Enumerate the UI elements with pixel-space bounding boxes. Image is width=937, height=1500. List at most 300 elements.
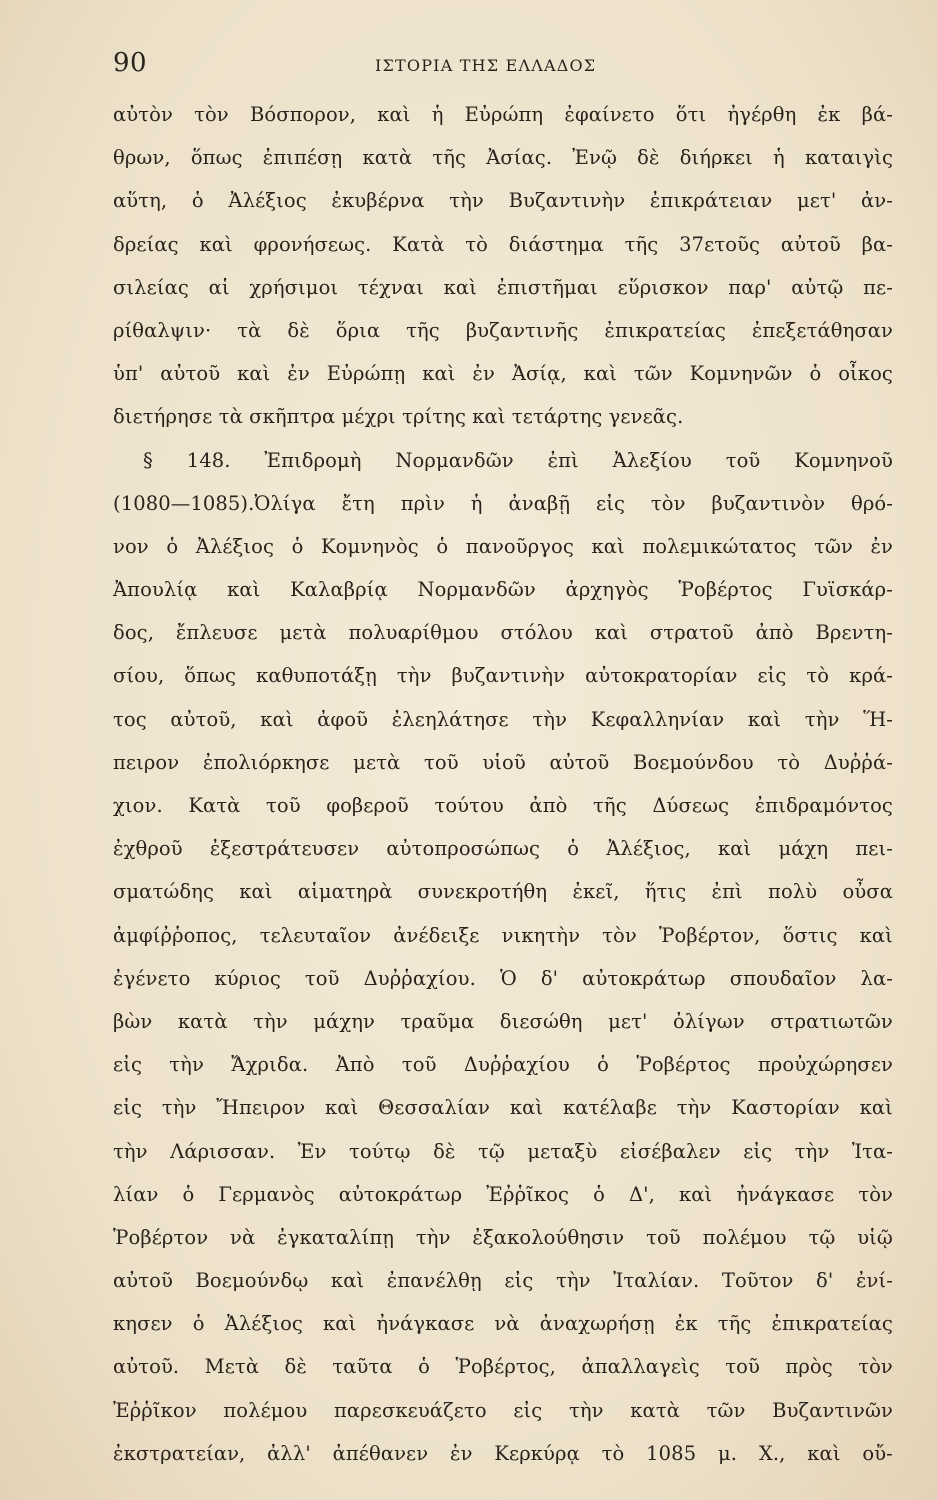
word: Λάρισσαν. xyxy=(170,1139,276,1163)
word: § xyxy=(143,448,153,472)
word: ὁ xyxy=(567,837,580,861)
word: μετ' xyxy=(796,189,837,213)
word: αὐτὸν xyxy=(113,103,173,126)
word: Εὐρώπῃ xyxy=(326,362,406,386)
word: ἡ xyxy=(470,491,483,515)
word: κησεν xyxy=(113,1312,173,1336)
word: βά- xyxy=(861,103,893,126)
word: ἐπὶ xyxy=(711,880,743,904)
word: δ' xyxy=(540,966,559,990)
word: τὴν xyxy=(169,1053,204,1077)
word: Ἐν xyxy=(297,1139,327,1163)
word: ἐπεξετάθησαν xyxy=(751,318,893,342)
word: Κομνηνῶν xyxy=(689,362,793,386)
word: φρονήσεως. xyxy=(253,232,372,256)
word: ἐν xyxy=(287,362,310,386)
text-line xyxy=(113,1086,893,1129)
word: ἐπικρατείας xyxy=(771,1312,893,1336)
word: ἀν- xyxy=(860,189,893,213)
word: τοῦ xyxy=(304,966,340,990)
text-line xyxy=(113,568,893,611)
word: θρό- xyxy=(850,491,893,515)
text-line xyxy=(113,482,893,525)
word: ἀπὸ xyxy=(755,621,794,645)
word: εἰς xyxy=(113,1096,142,1120)
word: εὕρισκον xyxy=(617,275,709,299)
word: εἰσέβαλεν xyxy=(619,1139,721,1163)
word: ἀνέδειξε xyxy=(393,923,480,947)
word: τοῦ xyxy=(725,1355,760,1379)
word: αὐτοῦ xyxy=(780,232,841,256)
word: Ἀλέξιος xyxy=(195,534,275,558)
word: τῷ xyxy=(808,1225,836,1249)
word: 37ετοῦς xyxy=(679,232,761,256)
word: τὴν xyxy=(555,1269,591,1293)
word: θρων, xyxy=(113,146,171,170)
word: Βυζαντινῶν xyxy=(772,1398,893,1422)
word: καὶ xyxy=(325,1096,359,1120)
word: Ἀλέξιος xyxy=(224,1312,303,1336)
word: μετ' xyxy=(608,1009,648,1033)
word: Νορμανδῶν xyxy=(395,448,514,472)
word: παρεσκευάζετο xyxy=(334,1398,487,1422)
word: Καλαβρίᾳ xyxy=(290,578,388,602)
word: δὲ xyxy=(284,1355,307,1379)
word: βα- xyxy=(861,232,893,256)
word: βυζαντινὸν xyxy=(711,491,826,515)
word: Ἀλεξίου xyxy=(612,448,692,472)
word: τὸν xyxy=(650,491,686,515)
word: τὴν xyxy=(113,1139,148,1163)
word: Ῥοβέρτος, xyxy=(455,1355,556,1379)
word: Ἐνῷ xyxy=(572,146,617,170)
word: (1080—1085).Ὀλίγα xyxy=(113,491,316,515)
word: τὰ xyxy=(237,318,262,342)
word: Ἄχριδα. xyxy=(231,1053,309,1077)
word: εἰς xyxy=(504,1269,534,1293)
word: Εὐρώπη xyxy=(464,103,544,126)
word: Βοεμούνδῳ xyxy=(195,1269,309,1293)
word: τοῦ xyxy=(401,1053,437,1077)
word: Δ', xyxy=(628,1182,655,1206)
text-line xyxy=(113,784,893,827)
word: οἶκος xyxy=(838,362,893,386)
word: ἐπικρατείας xyxy=(604,318,726,342)
word: ἀλλ' xyxy=(267,1441,311,1465)
word: τοῦ xyxy=(266,794,301,817)
word: καὶ xyxy=(260,707,294,731)
word: καὶ xyxy=(227,578,261,602)
word: μετὰ xyxy=(353,750,401,774)
word: αὐτῷ xyxy=(791,275,844,299)
running-title: ΙΣΤΟΡΙΑ ΤΗΣ ΕΛΛΑΔΟΣ xyxy=(375,56,597,75)
word: Ἀλέξιος, xyxy=(606,837,691,861)
word: πολυαρίθμου xyxy=(348,621,479,645)
word: δρείας xyxy=(113,232,179,256)
word: προὐχώρησεν xyxy=(757,1053,893,1077)
word: Ἀπουλίᾳ xyxy=(113,578,198,602)
word: ὀλίγων xyxy=(672,1009,745,1033)
word: ἐκυβέρνα xyxy=(331,189,425,213)
word: φοβεροῦ xyxy=(326,794,409,817)
word: νὰ xyxy=(230,1225,256,1249)
word: ὁ xyxy=(291,534,304,558)
word: Ἰτα- xyxy=(851,1139,893,1163)
word: καὶ xyxy=(199,232,233,256)
text-line xyxy=(113,1130,893,1173)
word: ἐκστρατείαν, xyxy=(113,1441,246,1465)
word: δος, xyxy=(113,621,154,645)
word: αὐτοκράτωρ xyxy=(338,1182,463,1206)
word: ἐν xyxy=(870,534,893,558)
word: ἥτις xyxy=(644,880,687,904)
word: τὸ xyxy=(465,232,488,256)
word: ἀπὸ xyxy=(529,794,568,817)
word: ἐγκαταλίπῃ xyxy=(277,1225,395,1249)
word: ἀναβῇ xyxy=(508,491,571,515)
word: τῆς xyxy=(432,146,467,170)
word: τῶν xyxy=(814,534,853,558)
word: καὶ xyxy=(583,362,617,386)
word: ὅπως xyxy=(190,146,243,170)
text-line xyxy=(113,1259,893,1302)
word: Κεφαλληνίαν xyxy=(590,707,725,731)
text-line xyxy=(113,309,893,352)
word: τραῦμα xyxy=(400,1009,475,1033)
word: εἰς xyxy=(513,1398,543,1422)
word: πολέμου xyxy=(702,1225,787,1249)
word: Ἤπειρον xyxy=(216,1096,306,1120)
text-line xyxy=(113,1345,893,1388)
word: ἀπαλλαγεὶς xyxy=(581,1355,700,1379)
word: ὅστις xyxy=(782,923,838,947)
word: τὸν xyxy=(194,103,229,126)
word: Ῥοβέρτος xyxy=(678,578,773,602)
word: τος xyxy=(113,707,147,731)
word: στόλου xyxy=(500,621,573,645)
word: πολεμικώτατος xyxy=(642,534,797,558)
word: καὶ xyxy=(443,275,477,299)
word: τὸν xyxy=(858,1182,893,1206)
word: ρίθαλψιν· xyxy=(113,318,212,342)
word: νον xyxy=(113,534,149,558)
text-line xyxy=(113,223,893,266)
word: λίαν xyxy=(113,1182,159,1206)
word: νικητὴν xyxy=(501,923,581,947)
word: ἠνάγκασε xyxy=(736,1182,835,1206)
word: τὴν xyxy=(449,189,484,213)
word: ἐπὶ xyxy=(547,448,579,472)
word: ἠγέρθη xyxy=(727,103,797,126)
word: πειρον xyxy=(113,750,180,774)
word: ἡ xyxy=(773,146,785,170)
word: τῶν xyxy=(706,1398,746,1422)
text-line xyxy=(113,136,893,179)
text-line xyxy=(113,1173,893,1216)
word: πρὶν xyxy=(400,491,445,515)
word: ἔτη xyxy=(341,491,375,515)
word: ὅπως xyxy=(184,664,237,688)
word: καὶ xyxy=(859,1096,893,1120)
word: καὶ xyxy=(594,621,629,645)
word: αὐτοῦ, xyxy=(170,707,237,731)
word: ἐπιδραμόντος xyxy=(754,794,893,817)
word: καὶ xyxy=(717,837,752,861)
word: ἐν xyxy=(450,1441,473,1465)
word: καὶ xyxy=(509,1096,544,1120)
word: καὶ xyxy=(330,1269,365,1293)
word: ὁ xyxy=(418,1355,430,1379)
word: ἐξεστράτευσεν xyxy=(209,837,360,861)
word: τὸ xyxy=(806,664,830,688)
text-line xyxy=(113,1043,893,1086)
text-line xyxy=(113,1432,893,1475)
word: Βυζαντινὴν xyxy=(508,189,626,213)
word: αὐτοῦ xyxy=(160,362,221,386)
word: πολὺ xyxy=(768,880,818,904)
word: οὖσα xyxy=(842,880,893,904)
word: Δυῤῥά- xyxy=(823,750,893,774)
word: πολέμου xyxy=(223,1398,308,1422)
text-line xyxy=(113,611,893,654)
text-line xyxy=(113,1000,893,1043)
word: ὁ xyxy=(809,362,822,386)
word: ὁ xyxy=(593,1182,605,1206)
word: τέχναι xyxy=(357,275,424,299)
word: ἀμφίῤῥοπος, xyxy=(113,923,238,947)
word: σίου, xyxy=(113,664,165,688)
word: δ' xyxy=(816,1269,834,1293)
word: ὅτι xyxy=(675,103,707,126)
text-line xyxy=(113,1389,893,1432)
word: κρά- xyxy=(849,664,893,688)
word: καὶ xyxy=(422,362,456,386)
word: καταιγὶς xyxy=(805,146,893,170)
text-line xyxy=(113,1302,893,1345)
word: ἐν xyxy=(472,362,495,386)
word: 1085 xyxy=(646,1441,697,1465)
word: στρατιωτῶν xyxy=(770,1009,893,1033)
page-number: 90 xyxy=(113,48,148,78)
word: τῶν xyxy=(633,362,673,386)
text-line xyxy=(113,179,893,222)
word: ἡ xyxy=(431,103,444,126)
word: σπουδαῖον xyxy=(729,966,837,990)
text-line xyxy=(113,741,893,784)
word: καὶ xyxy=(859,923,893,947)
word: αὐτοκράτωρ xyxy=(582,966,706,990)
word: ὁ xyxy=(182,1182,195,1206)
text-line xyxy=(113,93,893,136)
word: καὶ xyxy=(807,1441,841,1465)
word: τοῦ xyxy=(423,750,459,774)
text-line xyxy=(113,1216,893,1259)
word: Ῥοβέρτος xyxy=(636,1053,731,1077)
word: κατὰ xyxy=(362,146,413,170)
word: ἐπανέλθῃ xyxy=(386,1269,482,1293)
word: αὐτοῦ xyxy=(113,1269,173,1293)
word: ὁ xyxy=(597,1053,610,1077)
word: λα- xyxy=(860,966,893,990)
word: τῆς xyxy=(624,232,659,256)
word: σματώδης xyxy=(113,880,214,904)
word: ἐγένετο xyxy=(113,966,191,990)
word: ἐξακολούθησιν xyxy=(472,1225,625,1249)
word: ἔπλευσε xyxy=(175,621,258,645)
word: καὶ xyxy=(377,103,411,126)
word: συνεκροτήθη xyxy=(417,880,548,904)
word: Ἐῤῥῖκον xyxy=(113,1398,197,1422)
word: κατὰ xyxy=(177,1009,228,1033)
word: τούτῳ xyxy=(348,1139,411,1163)
word: καὶ xyxy=(237,362,271,386)
word: διήρκει xyxy=(679,146,753,170)
section-heading xyxy=(113,439,893,482)
word: ἐπιστῆμαι xyxy=(496,275,598,299)
word: τῆς xyxy=(717,1312,752,1336)
word: τὴν xyxy=(804,707,840,731)
text-line xyxy=(113,266,893,309)
word: Νορμανδῶν xyxy=(417,578,536,602)
word: εἰς xyxy=(596,491,626,515)
word: δὲ xyxy=(637,146,660,170)
word: Κερκύρᾳ xyxy=(494,1441,580,1465)
word: Κομνηνοῦ xyxy=(794,448,893,472)
word: δὲ xyxy=(287,318,310,342)
word: χιον. xyxy=(113,794,163,817)
word: τὸ xyxy=(777,750,801,774)
word: τελευταῖον xyxy=(259,923,372,947)
word: τὴν xyxy=(415,1225,451,1249)
word: Ἐῤῥῖκος xyxy=(486,1182,570,1206)
word: τὴν xyxy=(253,1009,288,1033)
word: τὸν xyxy=(602,923,637,947)
word: 148. xyxy=(186,448,231,472)
word: τὴν xyxy=(396,664,432,688)
word: πρὸς xyxy=(785,1355,833,1379)
text-line xyxy=(113,654,893,697)
word: ἐνί- xyxy=(855,1269,893,1293)
word: Βόσπορον, xyxy=(249,103,357,126)
word: μετὰ xyxy=(279,621,327,645)
word: Ῥοβέρτον, xyxy=(658,923,761,947)
word: εἰς xyxy=(743,1139,773,1163)
word: Ῥοβέρτον xyxy=(113,1225,209,1249)
word: μεταξὺ xyxy=(527,1139,598,1163)
text-line xyxy=(113,957,893,1000)
word: ἐκεῖ, xyxy=(572,880,620,904)
word: ἐφαίνετο xyxy=(564,103,655,126)
word: αὐτοῦ xyxy=(549,750,610,774)
word: Ὁ xyxy=(499,966,517,990)
word: τὴν xyxy=(676,1096,712,1120)
word: καὶ xyxy=(323,1312,357,1336)
word: δὲ xyxy=(433,1139,456,1163)
word: χρήσιμοι xyxy=(249,275,339,299)
word: τὸ xyxy=(601,1441,625,1465)
word: ἐπολιόρκησε xyxy=(202,750,330,774)
word: ἐπικράτειαν xyxy=(649,189,773,213)
word: τὸν xyxy=(858,1355,893,1379)
word: ὁ xyxy=(436,534,449,558)
page-header xyxy=(113,48,893,84)
word: Γερμανὸς xyxy=(218,1182,315,1206)
word: παρ' xyxy=(728,275,772,299)
word: αἱματηρὰ xyxy=(297,880,393,904)
word: Κατὰ xyxy=(188,794,241,817)
word: Τοῦτον xyxy=(721,1269,794,1293)
word: Κομνηνὸς xyxy=(320,534,419,558)
text-line: διετήρησε τὰ σκῆπτρα μέχρι τρίτης καὶ τετάρτης γενεᾶς. xyxy=(113,405,684,429)
text-line xyxy=(113,698,893,741)
word: στρατοῦ xyxy=(649,621,734,645)
word: πανοῦργος xyxy=(465,534,574,558)
word: κατὰ xyxy=(630,1398,680,1422)
word: ἐκ xyxy=(674,1312,698,1336)
word: Καστορίαν xyxy=(731,1096,840,1120)
text-line xyxy=(113,870,893,913)
word: Ἀσίας. xyxy=(486,146,553,170)
word: αἱ xyxy=(208,275,230,299)
word: ὑπ' xyxy=(113,362,144,386)
word: Ἀσίᾳ, xyxy=(511,362,567,386)
text-line xyxy=(113,525,893,568)
word: διάστημα xyxy=(508,232,604,256)
word: αὐτοκρατορίαν xyxy=(585,664,738,688)
word: Δυῤῥαχίου. xyxy=(363,966,476,990)
word: αὐτοῦ. xyxy=(113,1355,180,1379)
word: ἀφοῦ xyxy=(317,707,369,731)
text-line xyxy=(113,352,893,395)
word: κύριος xyxy=(214,966,281,990)
word: κατέλαβε xyxy=(562,1096,657,1120)
word: καὶ xyxy=(678,1182,713,1206)
word: Μετὰ xyxy=(204,1355,260,1379)
word: ὁ xyxy=(166,534,179,558)
word: Ἀλέξιος xyxy=(228,189,307,213)
text-line xyxy=(113,827,893,870)
word: καθυποτάξῃ xyxy=(256,664,377,688)
word: τῆς xyxy=(593,794,627,817)
word: υἱοῦ xyxy=(482,750,526,774)
word: Δυῤῥαχίου xyxy=(463,1053,570,1077)
text-line xyxy=(113,914,893,957)
word: αὕτη, xyxy=(113,189,168,213)
word: Κατὰ xyxy=(392,232,445,256)
word: οὔ- xyxy=(862,1441,893,1465)
word: βυζαντινῆς xyxy=(465,318,579,342)
word: Ἐπιδρομὴ xyxy=(264,448,362,472)
word: νὰ xyxy=(494,1312,520,1336)
word: τὴν xyxy=(161,1096,197,1120)
word: Χ., xyxy=(758,1441,786,1465)
word: ἠνάγκασε xyxy=(376,1312,475,1336)
word: ἀπέθανεν xyxy=(332,1441,429,1465)
body-text xyxy=(113,93,893,1475)
word: εἰς xyxy=(757,664,787,688)
word: τῷ xyxy=(478,1139,505,1163)
word: καὶ xyxy=(239,880,273,904)
word: ἀναχωρήσῃ xyxy=(539,1312,655,1336)
word: μάχη xyxy=(778,837,829,861)
word: διεσώθη xyxy=(499,1009,583,1033)
word: ὁ xyxy=(192,1312,205,1336)
word: πει- xyxy=(855,837,893,861)
word: τῆς xyxy=(406,318,440,342)
word: ταῦτα xyxy=(332,1355,393,1379)
word: ἐκ xyxy=(817,103,841,126)
word: τὴν xyxy=(532,707,568,731)
